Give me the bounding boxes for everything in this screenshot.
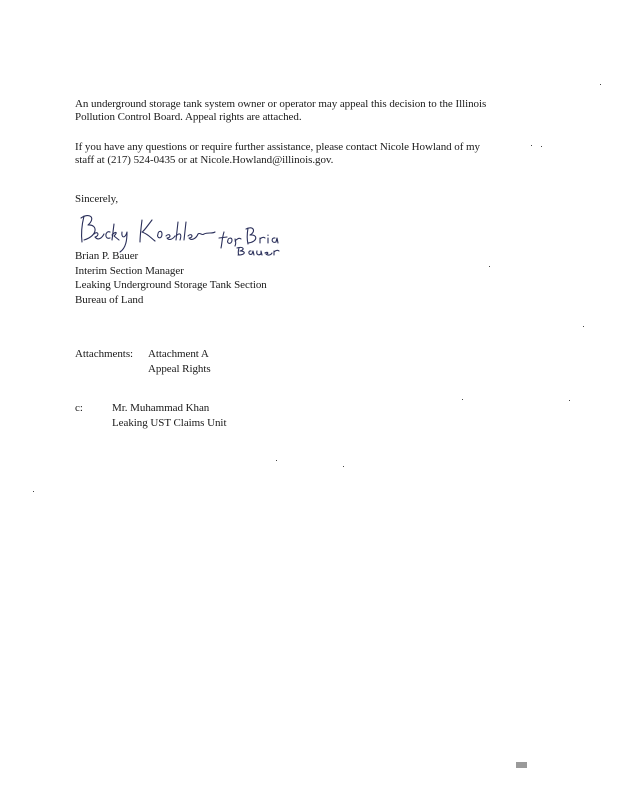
scan-speck — [489, 266, 490, 267]
appeal-paragraph-line-1: An underground storage tank system owner or operator may appeal this decision to the Illinois — [75, 98, 487, 110]
appeal-paragraph-line-2: Pollution Control Board. Appeal rights are attached. — [75, 111, 302, 123]
appeal-paragraph — [75, 98, 486, 124]
scan-speck — [531, 145, 532, 146]
signer-block — [75, 249, 267, 307]
scan-speck — [583, 326, 584, 327]
attachment-item: Attachment A — [148, 348, 209, 360]
cc-unit: Leaking UST Claims Unit — [112, 416, 227, 429]
attachments-block — [75, 347, 211, 376]
scan-speck — [569, 400, 570, 401]
attachments-label: Attachments: — [75, 348, 134, 360]
cc-block — [75, 401, 226, 430]
scan-speck — [600, 84, 601, 85]
signer-bureau: Bureau of Land — [75, 293, 144, 306]
scan-speck — [276, 460, 277, 461]
contact-paragraph — [75, 141, 480, 167]
contact-paragraph-line-1: If you have any questions or require further assistance, please contact Nicole Howland of my — [75, 141, 481, 153]
scan-speck — [343, 466, 344, 467]
signer-section: Leaking Underground Storage Tank Section — [75, 279, 267, 291]
scan-speck — [33, 491, 34, 492]
closing-salutation: Sincerely, — [75, 193, 119, 205]
cc-label: c: — [75, 402, 83, 414]
attachment-item: Appeal Rights — [148, 362, 211, 375]
contact-paragraph-line-2: staff at (217) 524-0435 or at Nicole.Howland@illinois.gov. — [75, 154, 334, 166]
signer-title: Interim Section Manager — [75, 264, 184, 277]
page-stamp-mark — [516, 762, 527, 768]
scan-speck — [541, 146, 542, 147]
signer-name: Brian P. Bauer — [75, 250, 139, 262]
cc-recipient: Mr. Muhammad Khan — [112, 402, 210, 414]
scan-speck — [462, 399, 463, 400]
